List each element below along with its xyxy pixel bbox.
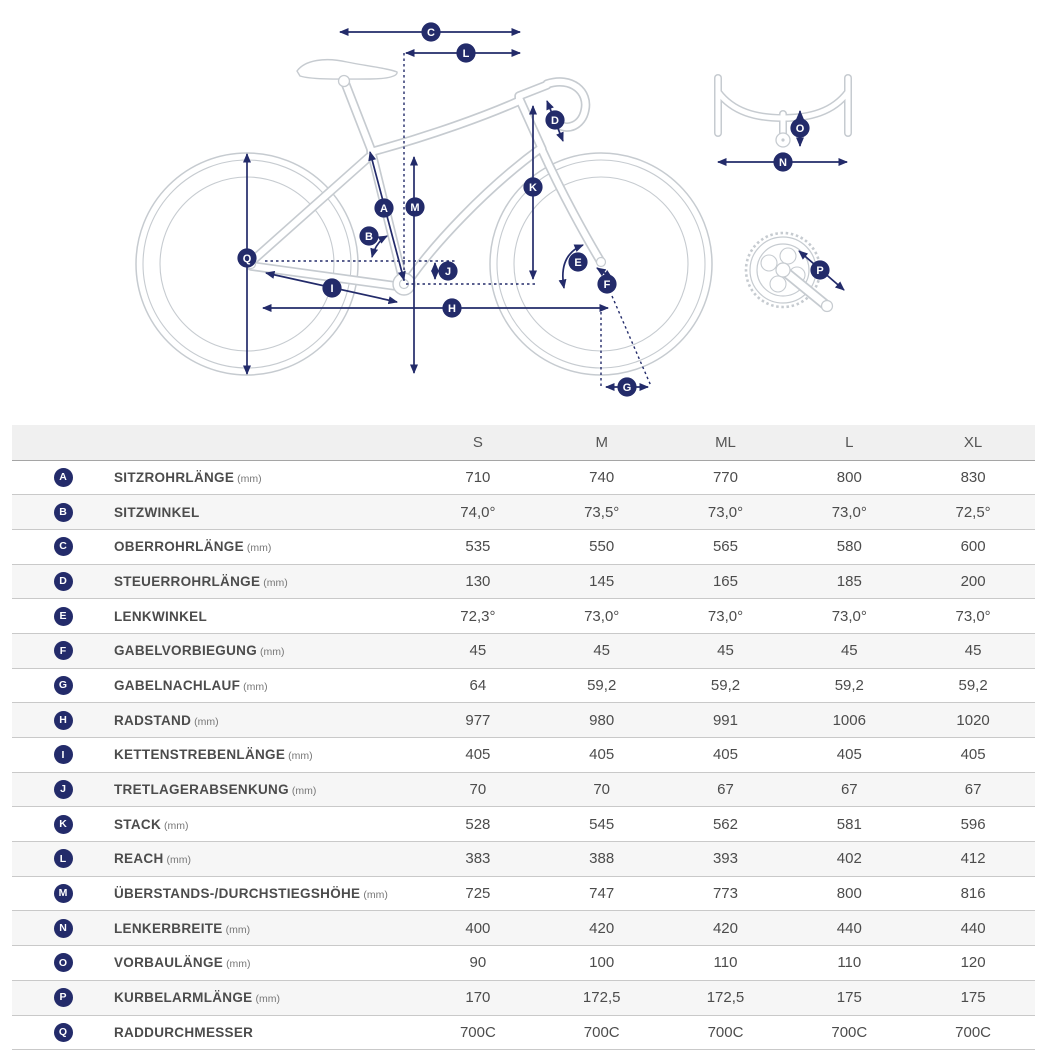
geometry-value: 600 bbox=[960, 538, 986, 556]
row-letter-badge: D bbox=[54, 572, 73, 591]
svg-text:Q: Q bbox=[242, 252, 252, 265]
geometry-value: 59,2 bbox=[958, 676, 988, 694]
dimension-badge-Q bbox=[237, 248, 256, 267]
geometry-value: 440 bbox=[836, 919, 862, 937]
geometry-table bbox=[12, 425, 1035, 1050]
svg-text:G: G bbox=[622, 381, 632, 394]
geometry-value: 400 bbox=[465, 919, 491, 937]
geometry-value: 175 bbox=[960, 989, 986, 1007]
row-letter-badge: L bbox=[54, 849, 73, 868]
geometry-value: 185 bbox=[836, 572, 862, 590]
geometry-diagram bbox=[0, 0, 1047, 425]
geometry-value: 700C bbox=[707, 1023, 744, 1041]
row-unit: (mm) bbox=[246, 542, 272, 555]
dimension-badge-J bbox=[438, 261, 457, 280]
geometry-value: 120 bbox=[960, 954, 986, 972]
geometry-value: 110 bbox=[713, 954, 738, 972]
geometry-value: 73,0° bbox=[831, 607, 867, 625]
row-label: GABELNACHLAUF (mm) bbox=[114, 677, 268, 693]
geometry-value: 45 bbox=[964, 642, 982, 660]
dimension-badge-F bbox=[597, 274, 616, 293]
geometry-value: 73,0° bbox=[584, 607, 620, 625]
geometry-value: 545 bbox=[589, 815, 615, 833]
geometry-value: 747 bbox=[589, 885, 615, 903]
table-row bbox=[12, 668, 1035, 703]
row-letter-badge: M bbox=[54, 884, 73, 903]
table-header-row bbox=[12, 425, 1035, 461]
geometry-value: 700C bbox=[459, 1023, 496, 1041]
dimension-badge-M bbox=[405, 197, 424, 216]
svg-text:J: J bbox=[444, 265, 452, 278]
row-label: VORBAULÄNGE (mm) bbox=[114, 955, 251, 971]
svg-text:F: F bbox=[603, 278, 611, 291]
pedal-hole bbox=[822, 301, 833, 312]
geometry-value: 405 bbox=[465, 746, 491, 764]
geometry-value: 64 bbox=[469, 676, 487, 694]
row-unit: (mm) bbox=[243, 680, 268, 693]
geometry-value: 383 bbox=[465, 850, 491, 868]
row-label: OBERROHRLÄNGE (mm) bbox=[114, 539, 272, 555]
geometry-value: 74,0° bbox=[460, 503, 496, 521]
dimension-badge-K bbox=[523, 177, 542, 196]
row-letter-badge: B bbox=[54, 503, 73, 522]
geometry-value: 412 bbox=[960, 850, 986, 868]
geometry-value: 405 bbox=[960, 746, 986, 764]
geometry-value: 700C bbox=[955, 1023, 992, 1041]
size-column-header: L bbox=[845, 433, 854, 451]
dimension-badge-I bbox=[322, 278, 341, 297]
row-label: ÜBERSTANDS-/DURCHSTIEGSHÖHE (mm) bbox=[114, 886, 388, 902]
row-label: LENKERBREITE (mm) bbox=[114, 920, 251, 936]
geometry-value: 67 bbox=[964, 781, 982, 799]
geometry-value: 562 bbox=[712, 815, 738, 833]
geometry-value: 596 bbox=[960, 815, 986, 833]
front-dropout bbox=[597, 258, 606, 267]
row-letter-badge: A bbox=[54, 468, 73, 487]
svg-text:O: O bbox=[795, 122, 805, 135]
row-letter-badge: H bbox=[54, 711, 73, 730]
geometry-value: 800 bbox=[836, 468, 862, 486]
geometry-value: 440 bbox=[960, 919, 986, 937]
size-column-header: M bbox=[595, 433, 608, 451]
table-row bbox=[12, 702, 1035, 737]
geometry-value: 165 bbox=[712, 572, 738, 590]
geometry-value: 110 bbox=[837, 954, 862, 972]
row-letter-badge: Q bbox=[54, 1023, 73, 1042]
table-row bbox=[12, 529, 1035, 564]
geometry-value: 73,0° bbox=[955, 607, 991, 625]
svg-text:D: D bbox=[551, 114, 559, 127]
row-letter-badge: P bbox=[54, 988, 73, 1007]
geometry-value: 700C bbox=[583, 1023, 620, 1041]
svg-text:I: I bbox=[330, 282, 334, 295]
geometry-value: 535 bbox=[465, 538, 491, 556]
geometry-value: 977 bbox=[465, 711, 491, 729]
table-row bbox=[12, 564, 1035, 599]
geometry-value: 73,0° bbox=[707, 503, 744, 521]
svg-text:A: A bbox=[380, 202, 388, 215]
svg-text:E: E bbox=[574, 256, 582, 269]
row-label: STEUERROHRLÄNGE (mm) bbox=[114, 573, 288, 589]
geometry-value: 170 bbox=[465, 989, 491, 1007]
size-column-header: ML bbox=[715, 433, 736, 451]
svg-text:P: P bbox=[816, 264, 824, 277]
geometry-value: 1006 bbox=[832, 711, 866, 729]
row-unit: (mm) bbox=[164, 819, 189, 832]
geometry-value: 725 bbox=[465, 885, 491, 903]
table-row bbox=[12, 910, 1035, 945]
svg-text:C: C bbox=[427, 26, 435, 39]
geometry-value: 405 bbox=[712, 746, 738, 764]
dimension-badge-B bbox=[359, 226, 378, 245]
geometry-value: 145 bbox=[589, 572, 615, 590]
table-row bbox=[12, 980, 1035, 1015]
geometry-value: 773 bbox=[712, 885, 738, 903]
row-unit: (mm) bbox=[363, 889, 388, 902]
svg-text:K: K bbox=[529, 181, 537, 194]
geometry-value: 59,2 bbox=[834, 676, 864, 694]
saddle-clamp bbox=[339, 76, 350, 87]
row-label: RADDURCHMESSER bbox=[114, 1024, 254, 1040]
row-unit: (mm) bbox=[194, 715, 219, 728]
row-letter-badge: G bbox=[54, 676, 73, 695]
row-unit: (mm) bbox=[225, 923, 251, 936]
geometry-value: 528 bbox=[465, 815, 491, 833]
geometry-value: 565 bbox=[712, 538, 738, 556]
geometry-value: 581 bbox=[836, 815, 862, 833]
table-row bbox=[12, 806, 1035, 841]
row-unit: (mm) bbox=[255, 993, 280, 1006]
table-row bbox=[12, 876, 1035, 911]
row-label: KURBELARMLÄNGE (mm) bbox=[114, 990, 280, 1006]
geometry-value: 73,0° bbox=[707, 607, 744, 625]
svg-text:M: M bbox=[410, 201, 420, 214]
row-unit: (mm) bbox=[237, 472, 262, 485]
geometry-value: 175 bbox=[836, 989, 862, 1007]
geometry-value: 393 bbox=[712, 850, 738, 868]
geometry-value: 45 bbox=[717, 642, 734, 660]
geometry-value: 388 bbox=[589, 850, 615, 868]
dimension-badge-P bbox=[810, 260, 829, 279]
row-unit: (mm) bbox=[226, 958, 251, 971]
geometry-value: 420 bbox=[712, 919, 738, 937]
row-letter-badge: K bbox=[54, 815, 73, 834]
row-label: KETTENSTREBENLÄNGE (mm) bbox=[114, 747, 313, 763]
svg-text:H: H bbox=[448, 302, 456, 315]
geometry-value: 45 bbox=[593, 642, 611, 660]
row-unit: (mm) bbox=[166, 854, 192, 867]
geometry-value: 550 bbox=[589, 538, 615, 556]
row-letter-badge: E bbox=[54, 607, 73, 626]
geometry-value: 100 bbox=[589, 954, 615, 972]
row-label: SITZWINKEL bbox=[114, 504, 200, 520]
size-column-header: S bbox=[472, 433, 483, 451]
row-letter-badge: N bbox=[54, 919, 73, 938]
geometry-value: 420 bbox=[589, 919, 615, 937]
geometry-value: 816 bbox=[960, 885, 986, 903]
table-row bbox=[12, 461, 1035, 495]
geometry-value: 200 bbox=[960, 572, 986, 590]
table-row bbox=[12, 737, 1035, 772]
geometry-value: 580 bbox=[836, 538, 862, 556]
geometry-value: 72,5° bbox=[955, 503, 991, 521]
geometry-value: 172,5 bbox=[582, 989, 621, 1007]
geometry-value: 90 bbox=[469, 954, 487, 972]
row-label: STACK (mm) bbox=[114, 816, 189, 832]
row-unit: (mm) bbox=[291, 785, 317, 798]
geometry-value: 830 bbox=[960, 468, 986, 486]
row-label: RADSTAND (mm) bbox=[114, 712, 219, 728]
geometry-value: 73,5° bbox=[584, 503, 620, 521]
table-row bbox=[12, 633, 1035, 668]
svg-text:B: B bbox=[365, 230, 373, 243]
dimension-badge-H bbox=[442, 298, 461, 317]
geometry-value: 72,3° bbox=[460, 607, 496, 625]
crank-bolt bbox=[776, 263, 790, 277]
table-row bbox=[12, 494, 1035, 529]
geometry-value: 45 bbox=[840, 642, 858, 660]
row-label: SITZROHRLÄNGE (mm) bbox=[114, 469, 262, 485]
geometry-value: 67 bbox=[717, 781, 734, 799]
geometry-value: 405 bbox=[589, 746, 615, 764]
dimension-badge-N bbox=[773, 152, 792, 171]
geometry-value: 70 bbox=[469, 781, 487, 799]
dimension-badge-A bbox=[374, 198, 393, 217]
table-row bbox=[12, 772, 1035, 807]
dimension-badge-G bbox=[617, 377, 636, 396]
dimension-badge-C bbox=[421, 22, 440, 41]
table-row bbox=[12, 598, 1035, 633]
row-label: LENKWINKEL bbox=[114, 608, 207, 624]
geometry-value: 59,2 bbox=[710, 676, 741, 694]
table-row bbox=[12, 1015, 1035, 1050]
geometry-value: 800 bbox=[836, 885, 862, 903]
size-column-header: XL bbox=[963, 433, 983, 451]
row-label: TRETLAGERABSENKUNG (mm) bbox=[114, 782, 317, 798]
row-label: GABELVORBIEGUNG (mm) bbox=[114, 643, 285, 659]
dimension-badge-O bbox=[790, 118, 809, 137]
geometry-value: 73,0° bbox=[831, 503, 867, 521]
row-unit: (mm) bbox=[263, 576, 288, 589]
row-letter-badge: F bbox=[54, 641, 73, 660]
row-label: REACH (mm) bbox=[114, 851, 192, 867]
row-unit: (mm) bbox=[288, 750, 313, 763]
frame-core bbox=[251, 80, 601, 287]
table-row bbox=[12, 945, 1035, 980]
row-unit: (mm) bbox=[260, 646, 285, 659]
geometry-value: 770 bbox=[712, 468, 738, 486]
geometry-value: 980 bbox=[589, 711, 615, 729]
geometry-value: 70 bbox=[593, 781, 611, 799]
row-letter-badge: I bbox=[54, 745, 73, 764]
dimension-badge-D bbox=[545, 110, 564, 129]
svg-text:L: L bbox=[462, 47, 470, 60]
geometry-value: 710 bbox=[465, 468, 491, 486]
dimension-badge-L bbox=[456, 43, 475, 62]
geometry-value: 172,5 bbox=[706, 989, 745, 1007]
handlebar-top-view bbox=[718, 78, 848, 147]
geometry-value: 740 bbox=[589, 468, 615, 486]
row-letter-badge: C bbox=[54, 537, 73, 556]
geometry-value: 59,2 bbox=[587, 676, 617, 694]
geometry-value: 130 bbox=[465, 572, 491, 590]
dimension-badge-E bbox=[568, 252, 587, 271]
geometry-value: 991 bbox=[712, 711, 738, 729]
geometry-value: 402 bbox=[836, 850, 862, 868]
geometry-value: 45 bbox=[469, 642, 487, 660]
row-letter-badge: O bbox=[54, 953, 73, 972]
row-letter-badge: J bbox=[54, 780, 73, 799]
geometry-value: 405 bbox=[836, 746, 862, 764]
geometry-value: 67 bbox=[840, 781, 858, 799]
svg-text:N: N bbox=[779, 156, 787, 169]
table-row bbox=[12, 841, 1035, 876]
geometry-value: 1020 bbox=[956, 711, 990, 729]
geometry-value: 700C bbox=[831, 1023, 868, 1041]
